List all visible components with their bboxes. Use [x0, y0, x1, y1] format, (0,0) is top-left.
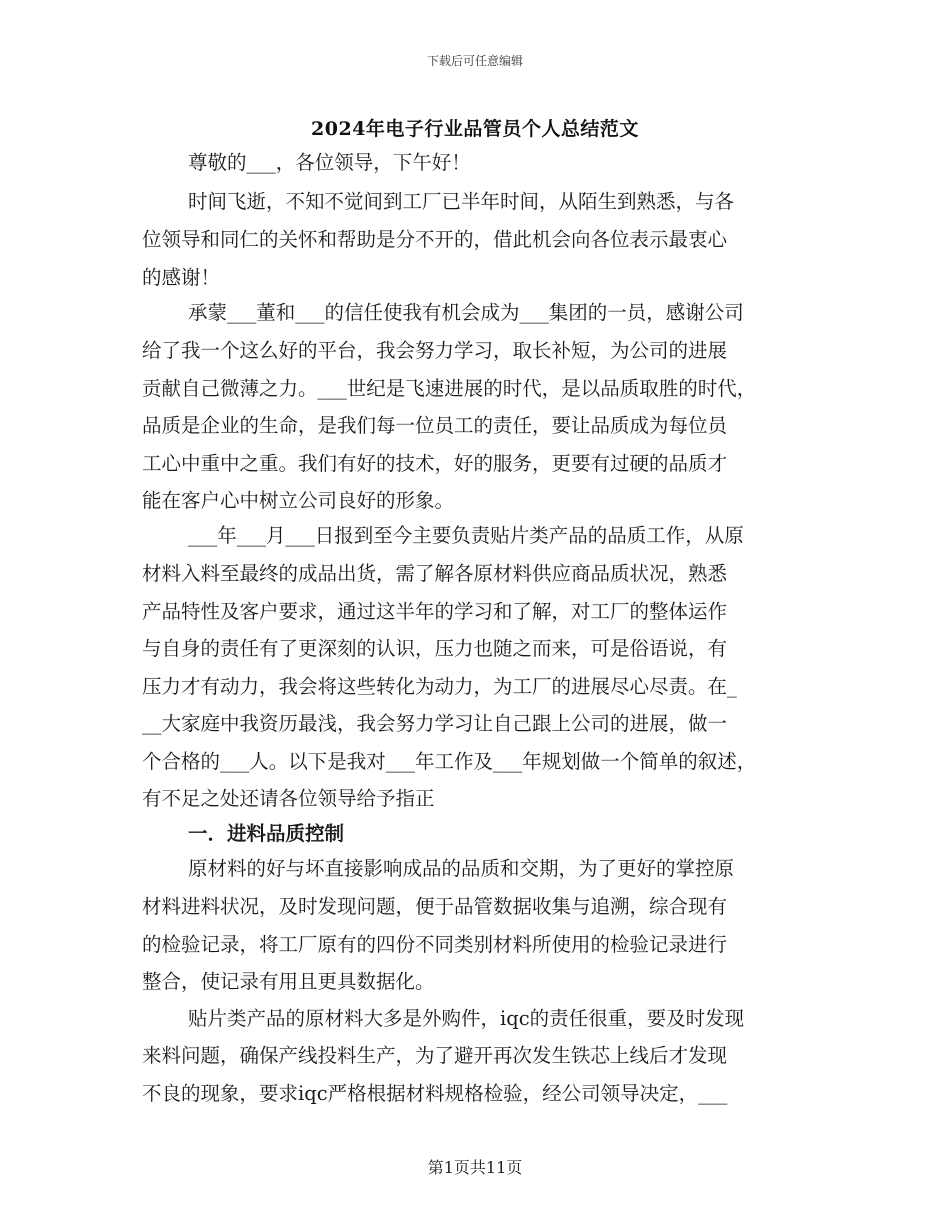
section-heading: 一．进料品质控制: [188, 822, 345, 845]
body-line: 能在客户心中树立公司良好的形象。: [142, 489, 455, 512]
body-line: 工心中重中之重。我们有好的技术，好的服务，更要有过硬的品质才: [142, 452, 728, 475]
body-line: 有不足之处还请各位领导给予指正: [142, 787, 435, 810]
body-line: 原材料的好与坏直接影响成品的品质和交期，为了更好的掌控原: [188, 857, 735, 880]
body-line: ___年___月___日报到至今主要负责贴片类产品的品质工作，从原: [188, 524, 744, 547]
body-line: __大家庭中我资历最浅，我会努力学习让自己跟上公司的进展，做一: [142, 712, 728, 735]
body-line: 整合，使记录有用且更具数据化。: [142, 970, 435, 993]
body-line: 材料进料状况，及时发现问题，便于品管数据收集与追溯，综合现有: [142, 895, 728, 918]
document-title: 2024年电子行业品管员个人总结范文: [311, 118, 639, 140]
body-line: 承蒙___董和___的信任使我有机会成为___集团的一员，感谢公司: [188, 301, 744, 324]
body-line: 材料入料至最终的成品出货，需了解各原材料供应商品质状况，熟悉: [142, 562, 728, 585]
body-line: 贡献自己微薄之力。___世纪是飞速进展的时代，是以品质取胜的时代，: [142, 377, 757, 400]
body-line: 个合格的___人。以下是我对___年工作及___年规划做一个简单的叙述，: [142, 750, 757, 773]
body-line: 与自身的责任有了更深刻的认识，压力也随之而来，可是俗语说，有: [142, 637, 728, 660]
body-line: 压力才有动力，我会将这些转化为动力，为工厂的进展尽心尽责。在_: [142, 675, 737, 698]
body-line: 的感谢！: [142, 266, 221, 289]
body-line: 品质是企业的生命，是我们每一位员工的责任，要让品质成为每位员: [142, 414, 728, 437]
body-line: 产品特性及客户要求，通过这半年的学习和了解，对工厂的整体运作: [142, 600, 728, 623]
body-line: 给了我一个这么好的平台，我会努力学习，取长补短，为公司的进展: [142, 339, 728, 362]
body-line: 贴片类产品的原材料大多是外购件，iqc的责任很重，要及时发现: [188, 1007, 745, 1030]
header-note: 下载后可任意编辑: [426, 54, 523, 68]
body-line: 位领导和同仁的关怀和帮助是分不开的，借此机会向各位表示最衷心: [142, 228, 728, 251]
body-line: 不良的现象，要求iqc严格根据材料规格检验，经公司领导决定，___: [142, 1082, 728, 1105]
body-line: 来料问题，确保产线投料生产，为了避开再次发生铁芯上线后才发现: [142, 1044, 728, 1067]
page-footer: 第1页共11页: [427, 1158, 523, 1177]
body-line: 时间飞逝，不知不觉间到工厂已半年时间，从陌生到熟悉，与各: [188, 190, 735, 213]
salutation-line: 尊敬的___，各位领导，下午好！: [188, 151, 471, 174]
body-line: 的检验记录，将工厂原有的四份不同类别材料所使用的检验记录进行: [142, 933, 728, 956]
